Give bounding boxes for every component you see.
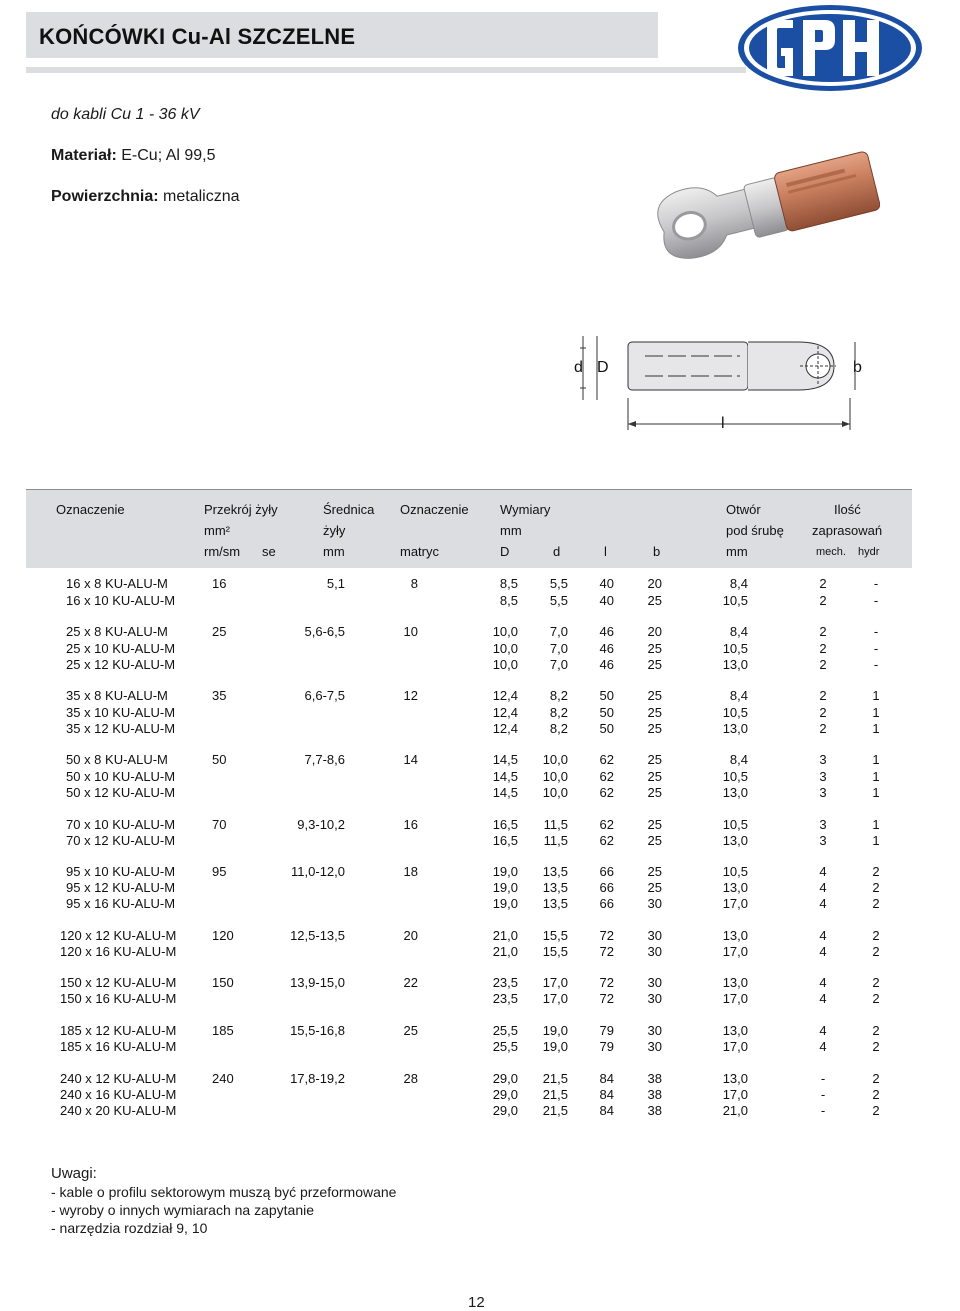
row-l: 66 xyxy=(599,880,614,895)
row-srednica: 15,5-16,8 xyxy=(290,1023,345,1038)
row-hydr: 1 xyxy=(872,721,880,736)
row-otwor: 10,5 xyxy=(722,864,748,879)
row-przekroj: 185 xyxy=(212,1023,234,1038)
row-oznaczenie: 35 x 10 KU-ALU-M xyxy=(66,705,176,720)
row-przekroj: 16 xyxy=(212,576,227,591)
row-d: 7,0 xyxy=(549,657,568,672)
row-l: 72 xyxy=(599,944,614,959)
row-d: 21,5 xyxy=(542,1087,568,1102)
row-D: 21,0 xyxy=(492,928,518,943)
notes xyxy=(51,1165,396,1237)
row-d: 21,5 xyxy=(542,1103,568,1118)
row-oznaczenie: 150 x 12 KU-ALU-M xyxy=(60,975,177,990)
row-l: 62 xyxy=(599,769,614,784)
row-l: 46 xyxy=(599,624,614,639)
row-matryc: 25 xyxy=(403,1023,418,1038)
header-oznaczenie: Oznaczenie xyxy=(56,502,125,517)
row-srednica: 6,6-7,5 xyxy=(304,688,345,703)
header-ilosc: Ilość xyxy=(834,502,861,517)
row-d: 7,0 xyxy=(549,624,568,639)
row-otwor: 17,0 xyxy=(722,944,748,959)
row-hydr: 1 xyxy=(872,705,880,720)
row-matryc: 28 xyxy=(403,1071,418,1086)
title-bar xyxy=(26,12,658,58)
row-l: 50 xyxy=(599,688,614,703)
row-oznaczenie: 16 x 10 KU-ALU-M xyxy=(66,593,176,608)
row-otwor: 17,0 xyxy=(722,896,748,911)
row-oznaczenie: 95 x 10 KU-ALU-M xyxy=(66,864,176,879)
row-otwor: 17,0 xyxy=(722,1039,748,1054)
row-otwor: 10,5 xyxy=(722,705,748,720)
row-b: 30 xyxy=(647,944,662,959)
row-oznaczenie: 50 x 10 KU-ALU-M xyxy=(66,769,176,784)
row-b: 25 xyxy=(647,752,662,767)
row-otwor: 17,0 xyxy=(722,991,748,1006)
row-mech: 2 xyxy=(819,641,827,656)
row-D: 25,5 xyxy=(492,1023,518,1038)
row-D: 23,5 xyxy=(492,991,518,1006)
row-b: 25 xyxy=(647,721,662,736)
row-oznaczenie: 70 x 10 KU-ALU-M xyxy=(66,817,176,832)
surface-value: metaliczna xyxy=(163,188,240,205)
page-title: KOŃCÓWKI Cu-Al SZCZELNE xyxy=(39,24,356,49)
row-D: 10,0 xyxy=(492,624,518,639)
row-D: 12,4 xyxy=(492,721,518,736)
row-hydr: 2 xyxy=(872,944,880,959)
row-d: 10,0 xyxy=(542,752,568,767)
row-b: 25 xyxy=(647,864,662,879)
row-d: 13,5 xyxy=(542,864,568,879)
row-b: 38 xyxy=(647,1103,662,1118)
row-hydr: 2 xyxy=(872,1039,880,1054)
row-d: 10,0 xyxy=(542,769,568,784)
row-mech: 2 xyxy=(819,576,827,591)
row-D: 21,0 xyxy=(492,944,518,959)
row-przekroj: 50 xyxy=(212,752,227,767)
row-oznaczenie: 150 x 16 KU-ALU-M xyxy=(60,991,177,1006)
row-matryc: 12 xyxy=(403,688,418,703)
gph-logo xyxy=(735,2,925,94)
row-b: 20 xyxy=(647,624,662,639)
row-oznaczenie: 240 x 12 KU-ALU-M xyxy=(60,1071,177,1086)
row-mech: 2 xyxy=(819,624,827,639)
row-hydr: 1 xyxy=(872,769,880,784)
row-otwor: 13,0 xyxy=(722,721,748,736)
row-mech: 4 xyxy=(819,864,827,879)
row-mech: 3 xyxy=(819,769,827,784)
row-otwor: 17,0 xyxy=(722,1087,748,1102)
row-b: 30 xyxy=(647,991,662,1006)
row-mech: 4 xyxy=(819,944,827,959)
row-mech: - xyxy=(820,1087,826,1102)
row-otwor: 13,0 xyxy=(722,833,748,848)
row-l: 62 xyxy=(599,817,614,832)
row-oznaczenie: 120 x 12 KU-ALU-M xyxy=(60,928,177,943)
row-d: 5,5 xyxy=(549,576,568,591)
row-D: 16,5 xyxy=(492,833,518,848)
row-D: 8,5 xyxy=(499,593,518,608)
row-mech: 4 xyxy=(819,991,827,1006)
row-hydr: - xyxy=(873,641,879,656)
row-l: 62 xyxy=(599,785,614,800)
row-srednica: 11,0-12,0 xyxy=(291,864,345,879)
header-wymiary: Wymiary xyxy=(500,502,551,517)
row-b: 30 xyxy=(647,1023,662,1038)
row-l: 84 xyxy=(599,1087,614,1102)
row-d: 15,5 xyxy=(542,944,568,959)
row-oznaczenie: 120 x 16 KU-ALU-M xyxy=(60,944,177,959)
row-hydr: 2 xyxy=(872,991,880,1006)
row-b: 25 xyxy=(647,641,662,656)
row-b: 25 xyxy=(647,769,662,784)
row-D: 14,5 xyxy=(492,752,518,767)
row-hydr: 2 xyxy=(872,1103,880,1118)
header-mech: mech. xyxy=(816,546,846,558)
row-przekroj: 95 xyxy=(212,864,227,879)
row-otwor: 13,0 xyxy=(722,1023,748,1038)
row-srednica: 13,9-15,0 xyxy=(290,975,345,990)
row-D: 8,5 xyxy=(499,576,518,591)
row-otwor: 13,0 xyxy=(722,880,748,895)
row-oznaczenie: 70 x 12 KU-ALU-M xyxy=(66,833,176,848)
row-oznaczenie: 16 x 8 KU-ALU-M xyxy=(66,576,168,591)
row-otwor: 8,4 xyxy=(729,688,748,703)
row-D: 12,4 xyxy=(492,688,518,703)
row-D: 29,0 xyxy=(492,1087,518,1102)
row-hydr: 1 xyxy=(872,688,880,703)
row-l: 46 xyxy=(599,641,614,656)
row-l: 46 xyxy=(599,657,614,672)
header-matryc: matryc xyxy=(400,544,439,559)
row-b: 25 xyxy=(647,817,662,832)
note-item: - narzędzia rozdział 9, 10 xyxy=(51,1220,208,1236)
row-D: 19,0 xyxy=(492,896,518,911)
row-l: 84 xyxy=(599,1071,614,1086)
row-mech: 4 xyxy=(819,928,827,943)
row-mech: 2 xyxy=(819,593,827,608)
material-line xyxy=(51,147,216,165)
row-D: 19,0 xyxy=(492,880,518,895)
row-d: 13,5 xyxy=(542,896,568,911)
row-d: 15,5 xyxy=(542,928,568,943)
row-srednica: 5,6-6,5 xyxy=(304,624,345,639)
surface-line xyxy=(51,188,240,206)
row-mech: 4 xyxy=(819,975,827,990)
row-d: 19,0 xyxy=(542,1023,568,1038)
row-b: 38 xyxy=(647,1087,662,1102)
header-col-d: d xyxy=(553,544,561,559)
row-b: 25 xyxy=(647,657,662,672)
row-mech: - xyxy=(820,1103,826,1118)
row-b: 25 xyxy=(647,833,662,848)
row-b: 25 xyxy=(647,880,662,895)
header-otwor-unit: mm xyxy=(726,544,748,559)
header-przekroj: Przekrój żyły xyxy=(204,502,278,517)
row-d: 17,0 xyxy=(542,991,568,1006)
row-hydr: 2 xyxy=(872,1023,880,1038)
row-hydr: 2 xyxy=(872,928,880,943)
row-D: 14,5 xyxy=(492,769,518,784)
row-b: 25 xyxy=(647,593,662,608)
row-hydr: 1 xyxy=(872,785,880,800)
header-oznaczenie-matryc: Oznaczenie xyxy=(400,502,469,517)
row-otwor: 8,4 xyxy=(729,624,748,639)
row-oznaczenie: 50 x 8 KU-ALU-M xyxy=(66,752,168,767)
header-ilosc-sub: zaprasowań xyxy=(812,523,883,538)
header-col-D: D xyxy=(500,544,510,559)
row-d: 11,5 xyxy=(543,817,568,832)
header-col-l: l xyxy=(604,544,607,559)
row-hydr: 1 xyxy=(872,817,880,832)
row-l: 62 xyxy=(599,833,614,848)
material-label: Materiał: xyxy=(51,147,117,164)
row-l: 62 xyxy=(599,752,614,767)
row-oznaczenie: 25 x 12 KU-ALU-M xyxy=(66,657,176,672)
row-D: 29,0 xyxy=(492,1103,518,1118)
header-se: se xyxy=(262,544,276,559)
row-hydr: 2 xyxy=(872,864,880,879)
row-mech: 2 xyxy=(819,688,827,703)
row-l: 72 xyxy=(599,991,614,1006)
title-underline xyxy=(26,67,746,73)
row-d: 8,2 xyxy=(549,705,568,720)
row-otwor: 13,0 xyxy=(722,1071,748,1086)
row-D: 10,0 xyxy=(492,657,518,672)
row-b: 30 xyxy=(647,928,662,943)
row-l: 79 xyxy=(599,1023,614,1038)
drawing-label-l: l xyxy=(721,415,725,432)
header-hydr: hydr xyxy=(858,546,880,558)
row-oznaczenie: 50 x 12 KU-ALU-M xyxy=(66,785,176,800)
row-otwor: 13,0 xyxy=(722,785,748,800)
subtitle: do kabli Cu 1 - 36 kV xyxy=(51,106,200,123)
row-l: 40 xyxy=(599,576,614,591)
row-hydr: 2 xyxy=(872,975,880,990)
row-l: 84 xyxy=(599,1103,614,1118)
row-b: 25 xyxy=(647,688,662,703)
note-item: - wyroby o innych wymiarach na zapytanie xyxy=(51,1202,315,1218)
row-d: 11,5 xyxy=(543,833,568,848)
row-otwor: 8,4 xyxy=(729,752,748,767)
row-d: 10,0 xyxy=(542,785,568,800)
row-otwor: 10,5 xyxy=(722,593,748,608)
header-przekroj-unit: mm² xyxy=(204,523,230,538)
row-mech: 3 xyxy=(819,817,827,832)
row-d: 5,5 xyxy=(549,593,568,608)
row-oznaczenie: 240 x 20 KU-ALU-M xyxy=(60,1103,177,1118)
product-photo xyxy=(640,138,880,268)
row-mech: 3 xyxy=(819,833,827,848)
row-srednica: 12,5-13,5 xyxy=(290,928,345,943)
row-mech: 2 xyxy=(819,721,827,736)
row-matryc: 8 xyxy=(410,576,418,591)
header-col-b: b xyxy=(653,544,661,559)
row-D: 14,5 xyxy=(492,785,518,800)
header-rm-sm: rm/sm xyxy=(204,544,241,559)
row-oznaczenie: 95 x 12 KU-ALU-M xyxy=(66,880,176,895)
row-hydr: 2 xyxy=(872,896,880,911)
surface-label: Powierzchnia: xyxy=(51,188,159,205)
row-oznaczenie: 25 x 10 KU-ALU-M xyxy=(66,641,176,656)
row-przekroj: 25 xyxy=(212,624,227,639)
row-mech: 4 xyxy=(819,1023,827,1038)
row-l: 40 xyxy=(599,593,614,608)
row-matryc: 16 xyxy=(403,817,418,832)
row-l: 50 xyxy=(599,705,614,720)
row-hydr: - xyxy=(873,576,879,591)
row-matryc: 20 xyxy=(403,928,418,943)
row-przekroj: 120 xyxy=(212,928,234,943)
row-d: 13,5 xyxy=(542,880,568,895)
drawing-label-b: b xyxy=(853,359,862,376)
row-oznaczenie: 240 x 16 KU-ALU-M xyxy=(60,1087,177,1102)
header-srednica: Średnica xyxy=(323,502,375,517)
row-D: 19,0 xyxy=(492,864,518,879)
header-srednica-unit: mm xyxy=(323,544,345,559)
row-oznaczenie: 185 x 16 KU-ALU-M xyxy=(60,1039,177,1054)
row-d: 19,0 xyxy=(542,1039,568,1054)
row-matryc: 14 xyxy=(403,752,418,767)
row-otwor: 13,0 xyxy=(722,657,748,672)
row-D: 25,5 xyxy=(492,1039,518,1054)
row-hydr: - xyxy=(873,624,879,639)
row-oznaczenie: 185 x 12 KU-ALU-M xyxy=(60,1023,177,1038)
row-otwor: 13,0 xyxy=(722,975,748,990)
notes-heading: Uwagi: xyxy=(51,1165,97,1182)
row-mech: 2 xyxy=(819,705,827,720)
row-przekroj: 240 xyxy=(212,1071,234,1086)
row-b: 30 xyxy=(647,896,662,911)
row-otwor: 8,4 xyxy=(729,576,748,591)
row-d: 8,2 xyxy=(549,721,568,736)
row-matryc: 22 xyxy=(403,975,418,990)
row-mech: 3 xyxy=(819,752,827,767)
row-D: 23,5 xyxy=(492,975,518,990)
row-b: 38 xyxy=(647,1071,662,1086)
row-D: 12,4 xyxy=(492,705,518,720)
row-przekroj: 70 xyxy=(212,817,227,832)
note-item: - kable o profilu sektorowym muszą być przeformowane xyxy=(51,1184,397,1200)
row-b: 25 xyxy=(647,705,662,720)
row-d: 21,5 xyxy=(542,1071,568,1086)
row-otwor: 10,5 xyxy=(722,769,748,784)
row-oznaczenie: 25 x 8 KU-ALU-M xyxy=(66,624,168,639)
row-przekroj: 35 xyxy=(212,688,227,703)
row-mech: 4 xyxy=(819,880,827,895)
row-srednica: 9,3-10,2 xyxy=(297,817,345,832)
row-d: 17,0 xyxy=(542,975,568,990)
row-hydr: 2 xyxy=(872,1071,880,1086)
row-oznaczenie: 35 x 12 KU-ALU-M xyxy=(66,721,176,736)
row-b: 20 xyxy=(647,576,662,591)
row-otwor: 10,5 xyxy=(722,817,748,832)
row-hydr: 1 xyxy=(872,833,880,848)
row-d: 8,2 xyxy=(549,688,568,703)
row-d: 7,0 xyxy=(549,641,568,656)
row-D: 10,0 xyxy=(492,641,518,656)
row-hydr: - xyxy=(873,657,879,672)
row-b: 25 xyxy=(647,785,662,800)
row-hydr: 1 xyxy=(872,752,880,767)
row-b: 30 xyxy=(647,1039,662,1054)
row-l: 79 xyxy=(599,1039,614,1054)
header-otwor: Otwór xyxy=(726,502,761,517)
material-value: E-Cu; Al 99,5 xyxy=(121,147,216,164)
row-mech: 4 xyxy=(819,896,827,911)
row-l: 66 xyxy=(599,896,614,911)
drawing-label-d: d xyxy=(574,359,583,376)
row-l: 72 xyxy=(599,928,614,943)
row-matryc: 10 xyxy=(403,624,418,639)
row-otwor: 10,5 xyxy=(722,641,748,656)
row-D: 16,5 xyxy=(492,817,518,832)
row-l: 66 xyxy=(599,864,614,879)
row-mech: 4 xyxy=(819,1039,827,1054)
row-l: 50 xyxy=(599,721,614,736)
row-hydr: - xyxy=(873,593,879,608)
row-matryc: 18 xyxy=(403,864,418,879)
row-hydr: 2 xyxy=(872,880,880,895)
row-srednica: 7,7-8,6 xyxy=(304,752,345,767)
row-srednica: 17,8-19,2 xyxy=(290,1071,345,1086)
technical-drawing xyxy=(560,328,890,438)
row-srednica: 5,1 xyxy=(326,576,345,591)
row-oznaczenie: 35 x 8 KU-ALU-M xyxy=(66,688,168,703)
page-number: 12 xyxy=(468,1294,485,1311)
header-otwor-sub: pod śrubę xyxy=(726,523,784,538)
header-srednica-sub: żyły xyxy=(323,523,346,538)
drawing-label-D: D xyxy=(597,359,609,376)
row-mech: - xyxy=(820,1071,826,1086)
header-wymiary-unit: mm xyxy=(500,523,522,538)
row-mech: 2 xyxy=(819,657,827,672)
row-przekroj: 150 xyxy=(212,975,234,990)
row-otwor: 13,0 xyxy=(722,928,748,943)
row-mech: 3 xyxy=(819,785,827,800)
row-oznaczenie: 95 x 16 KU-ALU-M xyxy=(66,896,176,911)
row-otwor: 21,0 xyxy=(722,1103,748,1118)
row-hydr: 2 xyxy=(872,1087,880,1102)
row-l: 72 xyxy=(599,975,614,990)
row-D: 29,0 xyxy=(492,1071,518,1086)
row-b: 30 xyxy=(647,975,662,990)
